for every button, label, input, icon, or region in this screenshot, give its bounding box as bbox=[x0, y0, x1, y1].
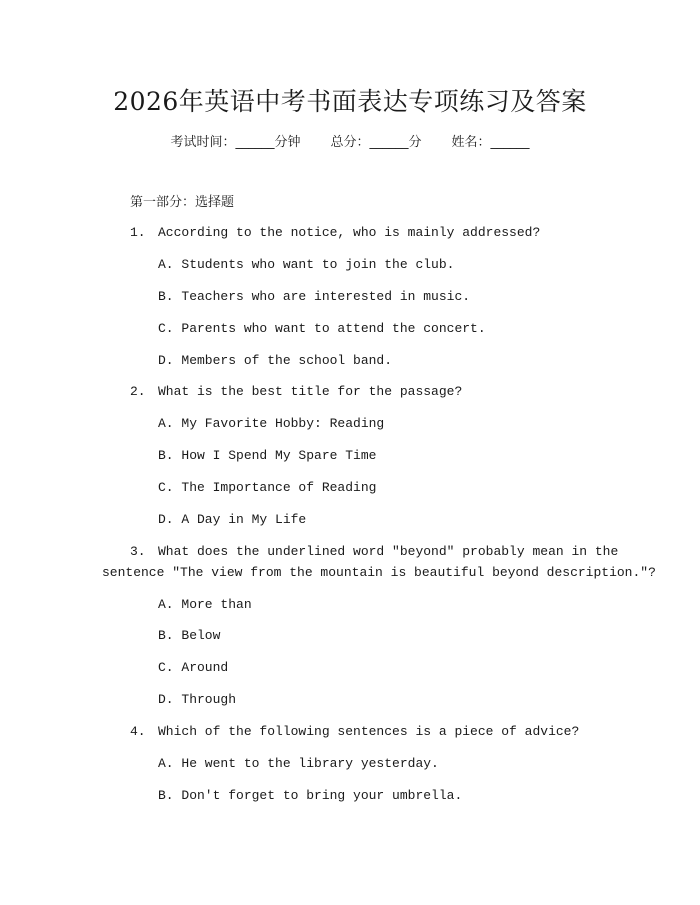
question-number: 2. bbox=[130, 384, 146, 399]
question-2-option-b: B. How I Spend My Spare Time bbox=[158, 448, 377, 463]
page-title: 2026年英语中考书面表达专项练习及答案 bbox=[113, 87, 587, 116]
question-4-option-a: A. He went to the library yesterday. bbox=[158, 756, 439, 771]
question-4-option-b: B. Don't forget to bring your umbrella. bbox=[158, 788, 463, 803]
exam-time-label: 考试时间：______分钟 bbox=[170, 135, 301, 150]
total-score-label: 总分：______分 bbox=[330, 135, 422, 150]
question-2-option-a: A. My Favorite Hobby: Reading bbox=[158, 416, 385, 431]
question-1-option-b: B. Teachers who are interested in music. bbox=[158, 289, 471, 304]
question-1-option-a: A. Students who want to join the club. bbox=[158, 257, 455, 272]
question-1 bbox=[130, 225, 540, 240]
question-2 bbox=[130, 384, 462, 399]
question-3-option-b: B. Below bbox=[158, 628, 221, 643]
question-text: Which of the following sentences is a piece of advice? bbox=[158, 724, 580, 739]
question-3-option-d: D. Through bbox=[158, 692, 237, 707]
section-title: 第一部分：选择题 bbox=[130, 195, 235, 210]
question-2-option-d: D. A Day in My Life bbox=[158, 512, 307, 527]
question-1-option-d: D. Members of the school band. bbox=[158, 353, 393, 368]
question-text: What is the best title for the passage? bbox=[158, 384, 463, 399]
question-3-option-a: A. More than bbox=[158, 597, 252, 612]
question-3 bbox=[130, 544, 618, 559]
question-text: What does the underlined word "beyond" probably mean in the bbox=[158, 544, 619, 559]
question-3-option-c: C. Around bbox=[158, 660, 229, 675]
question-2-option-c: C. The Importance of Reading bbox=[158, 480, 377, 495]
question-number: 4. bbox=[130, 724, 146, 739]
question-3-text-continued: sentence "The view from the mountain is beautiful beyond description."? bbox=[102, 565, 656, 580]
name-label: 姓名：______ bbox=[451, 135, 530, 150]
exam-meta-line bbox=[0, 131, 700, 150]
question-number: 1. bbox=[130, 225, 146, 240]
question-1-option-c: C. Parents who want to attend the concert. bbox=[158, 321, 486, 336]
question-4 bbox=[130, 724, 579, 739]
question-number: 3. bbox=[130, 544, 146, 559]
question-text: According to the notice, who is mainly addressed? bbox=[158, 225, 541, 240]
